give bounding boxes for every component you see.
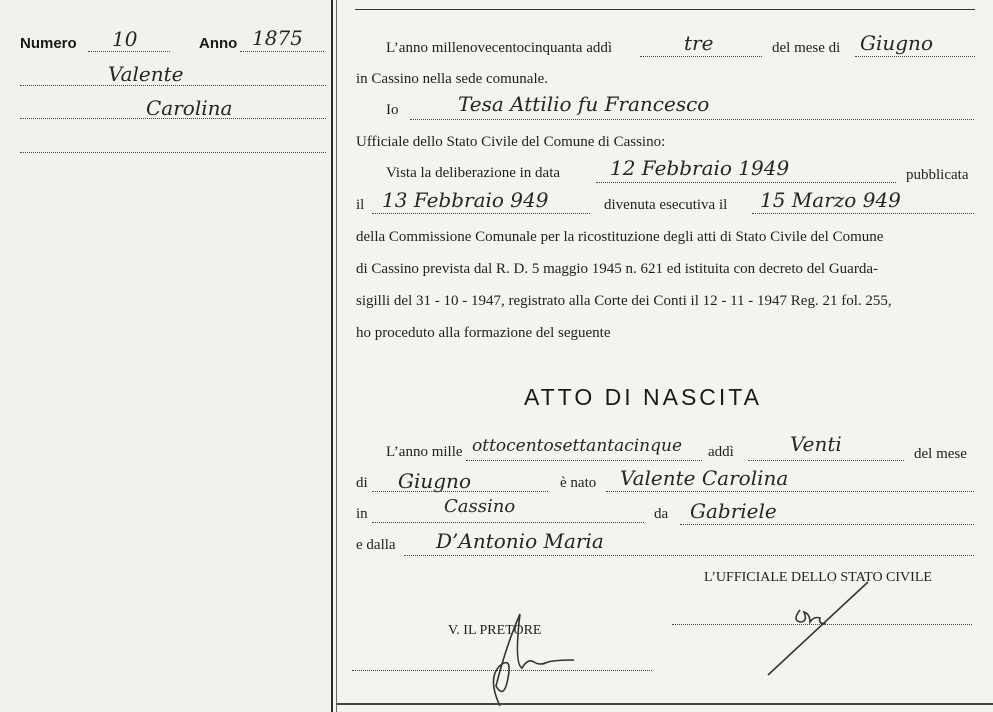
pretore-signature [470,606,590,710]
document-title: ATTO DI NASCITA [524,384,762,410]
anno-value: 1875 [252,26,303,50]
preamble-day: tre [684,31,714,55]
preamble-line6-b: divenuta esecutiva il [604,197,728,213]
preamble-line1-b: del mese di [772,40,841,56]
preamble-line4: Ufficiale dello Stato Civile del Comune di Cassino: [356,134,666,150]
birth-line1-c: del mese [914,446,967,462]
preamble-line6-a: il [356,197,365,213]
birth-place: Cassino [444,496,516,517]
preamble-officer-name: Tesa Attilio fu Francesco [458,92,710,116]
top-rule [355,9,975,10]
birth-line2-b: è nato [560,475,597,491]
birth-month: Giugno [398,469,471,493]
birth-line2-a: di [356,475,368,491]
birth-line3-a: in [356,506,368,522]
birth-day: Venti [790,432,842,456]
officer-signature [760,580,880,680]
preamble-line7: della Commissione Comunale per la ricostituzione degli atti di Stato Civile del Comune [356,229,884,245]
preamble-line2: in Cassino nella sede comunale. [356,71,549,87]
birth-line3-b: da [654,506,669,522]
preamble-line5-a: Vista la deliberazione in data [386,165,561,181]
preamble-month: Giugno [860,31,933,55]
preamble-line1-a: L’anno millenovecentocinquanta addì [386,40,613,56]
anno-label: Anno [199,35,238,52]
birth-line1-b: addì [708,444,734,460]
preamble-line8: di Cassino prevista dal R. D. 5 maggio 1945 n. 621 ed istituita con decreto del Guarda- [356,261,878,277]
bottom-rule [337,703,993,705]
birth-line4-a: e dalla [356,537,396,553]
preamble-io: Io [386,102,399,118]
numero-label: Numero [20,35,77,52]
officer-signature-label: L’UFFICIALE DELLO STATO CIVILE [704,570,932,585]
pretore-signature-label: V. IL PRETORE [448,623,542,638]
preamble-line9: sigilli del 31 - 10 - 1947, registrato alla Corte dei Conti il 12 - 11 - 1947 Reg. 21 fol. 255, [356,293,892,309]
preamble-line5-b: pubblicata [906,167,969,183]
preamble-line10: ho proceduto alla formazione del seguente [356,325,611,341]
publication-date: 13 Febbraio 949 [382,188,549,212]
mother-name: D’Antonio Maria [436,529,604,553]
birth-year-words: ottocentosettantacinque [472,436,683,456]
deliberation-date: 12 Febbraio 1949 [610,156,790,180]
child-name: Valente Carolina [620,466,789,490]
execution-date: 15 Marzo 949 [760,188,901,212]
father-name: Gabriele [690,499,777,523]
registrant-surname: Valente [108,62,184,86]
numero-value: 10 [112,27,138,51]
column-divider-inner [336,0,337,712]
column-divider [331,0,333,712]
birth-line1-a: L’anno mille [386,444,463,460]
registrant-given-name: Carolina [146,96,233,120]
